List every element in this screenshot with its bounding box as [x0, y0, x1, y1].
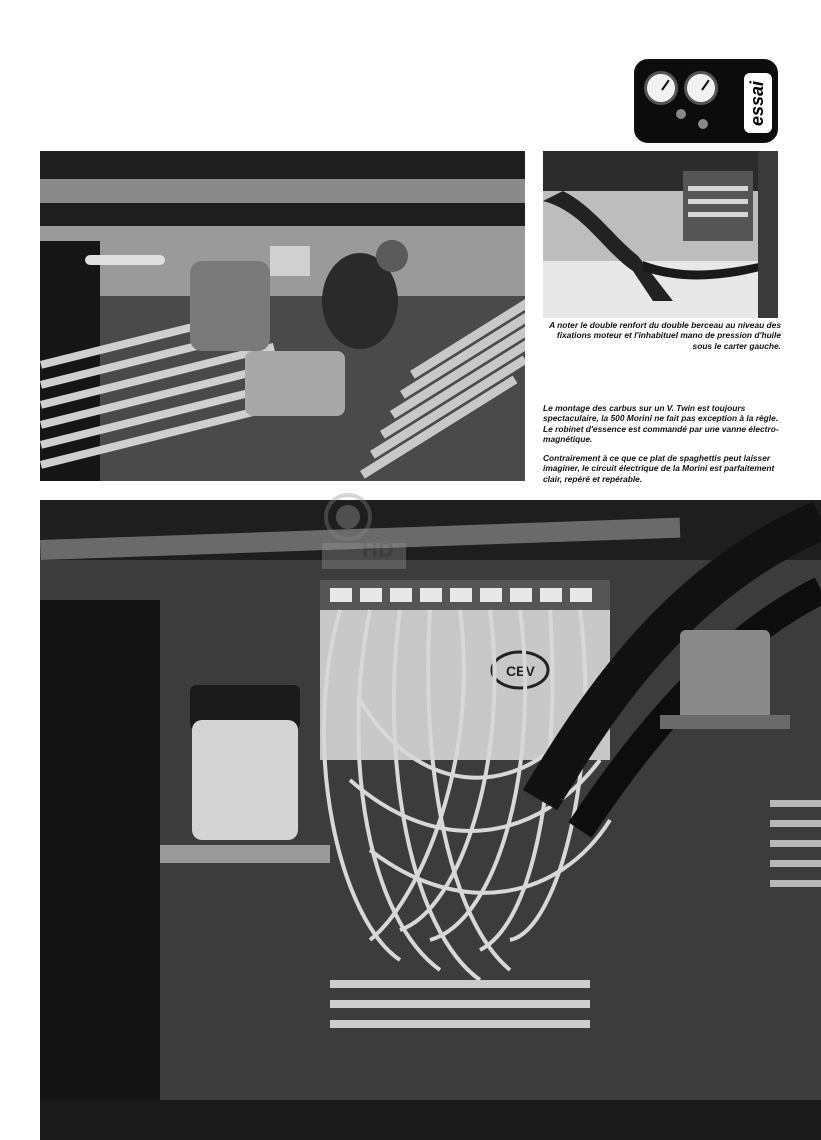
badge-label: essai — [747, 80, 768, 126]
cev-marking: CEV — [506, 663, 535, 679]
ignition-key-icon — [698, 119, 708, 129]
essai-badge — [634, 59, 778, 143]
watermark-text: HD — [362, 537, 394, 562]
indicator-light-icon — [676, 109, 686, 119]
carburettor-photo — [40, 151, 525, 481]
speedometer-icon — [684, 71, 718, 105]
caption-carbs-note: Le montage des carbus sur un V. Twin est toujours spectaculaire, la 500 Morini ne fait pas exception à la règle. Le robinet d'essence est commandé par une vanne électro-magnétique. — [543, 403, 779, 445]
caption-wiring-note: Contrairement à ce que ce plat de spaghettis peut laisser imaginer, le circuit électrique de la Morini est parfaitement clair, repéré et repérable. — [543, 453, 775, 484]
wiring-photo — [40, 500, 821, 1140]
watermark-logo — [322, 487, 406, 569]
caption-frame-note: A noter le double renfort du double berceau au niveau des fixations moteur et l'inhabituel mano de pression d'huile sous le carter gauche. — [549, 320, 781, 351]
frame-photo — [543, 151, 778, 318]
tachometer-icon — [644, 71, 678, 105]
